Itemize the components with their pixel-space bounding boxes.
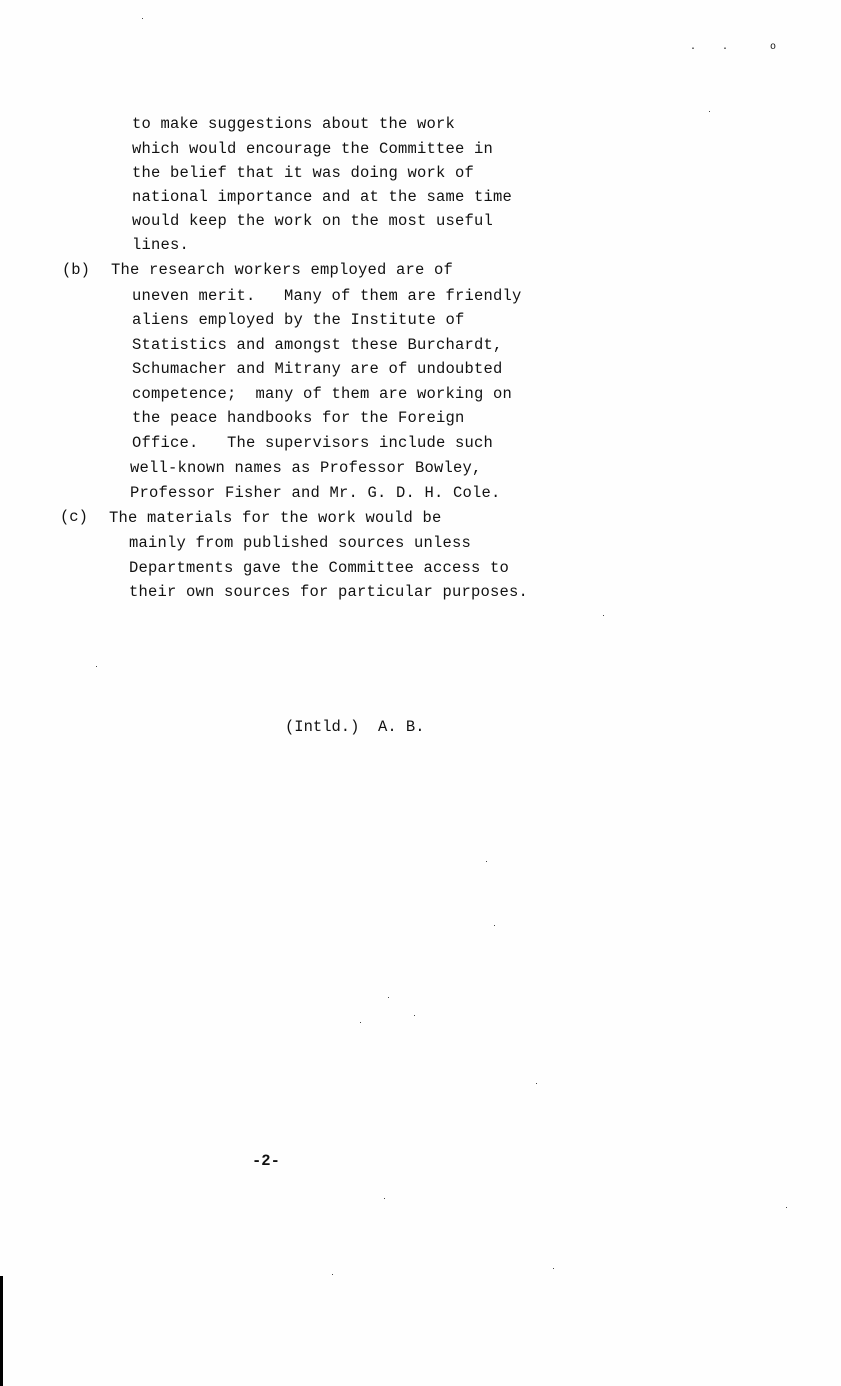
text-line: national importance and at the same time	[132, 188, 513, 206]
text-line: Schumacher and Mitrany are of undoubted	[132, 360, 503, 378]
text-line: Statistics and amongst these Burchardt,	[132, 336, 503, 354]
scan-speck	[494, 925, 495, 926]
scan-speck	[553, 1268, 554, 1269]
scan-speck	[332, 1274, 333, 1275]
text-line: the peace handbooks for the Foreign	[132, 409, 465, 427]
text-line: aliens employed by the Institute of	[132, 311, 465, 329]
text-line: uneven merit. Many of them are friendly	[132, 287, 522, 305]
scan-speck	[142, 18, 143, 19]
text-line: lines.	[132, 236, 190, 254]
scan-speck	[603, 615, 604, 616]
scan-speck	[384, 1198, 385, 1199]
text-line: Departments gave the Committee access to	[129, 559, 510, 577]
text-line: which would encourage the Committee in	[132, 140, 494, 158]
text-line: would keep the work on the most useful	[132, 212, 494, 230]
text-line: mainly from published sources unless	[129, 534, 472, 552]
text-line: their own sources for particular purposes.	[129, 583, 529, 601]
scan-speck	[786, 1207, 787, 1208]
page-number: -2-	[252, 1152, 280, 1170]
text-line: to make suggestions about the work	[132, 115, 456, 133]
signature-initials: (Intld.) A. B.	[285, 718, 425, 736]
scan-speck	[486, 861, 487, 862]
item-marker: (b)	[62, 261, 90, 279]
text-line: well-known names as Professor Bowley,	[130, 459, 482, 477]
scan-speck	[536, 1083, 537, 1084]
scan-speck	[360, 1022, 361, 1023]
item-marker: (c)	[60, 508, 88, 526]
text-line: The research workers employed are of	[111, 261, 454, 279]
text-line: the belief that it was doing work of	[132, 164, 475, 182]
scan-speck	[96, 666, 97, 667]
scan-speck	[388, 997, 389, 998]
text-line: Office. The supervisors include such	[132, 434, 494, 452]
scan-edge-mark	[0, 1276, 3, 1386]
text-line: The materials for the work would be	[109, 509, 442, 527]
scan-speck	[709, 111, 710, 112]
text-line: Professor Fisher and Mr. G. D. H. Cole.	[130, 484, 501, 502]
corner-marks: . . o	[690, 42, 787, 53]
text-line: competence; many of them are working on	[132, 385, 513, 403]
scan-speck	[414, 1015, 415, 1016]
